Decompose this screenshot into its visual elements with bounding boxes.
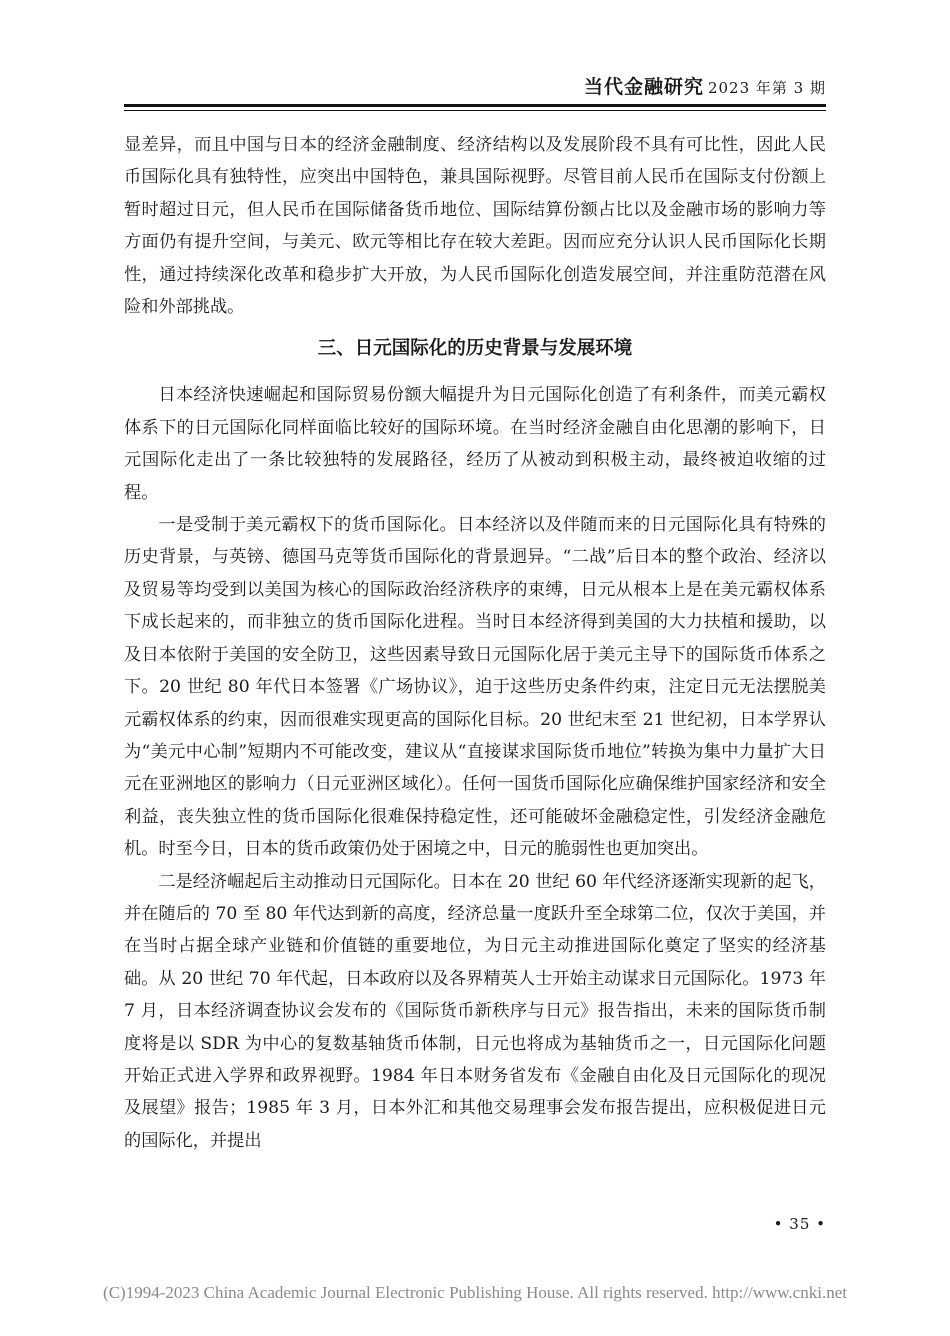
copyright-footer: (C)1994-2023 China Academic Journal Electronic Publishing House. All rights reserved. http://www.cnki.net <box>103 1283 847 1302</box>
journal-title: 当代金融研究 <box>583 76 704 98</box>
header-rule-thin <box>124 110 826 111</box>
paragraph: 一是受制于美元霸权下的货币国际化。日本经济以及伴随而来的日元国际化具有特殊的历史背景，与英镑、德国马克等货币国际化的背景迥异。“二战”后日本的整个政治、经济以及贸易等均受到以美国为核心的国际政治经济秩序的束缚，日元从根本上是在美元霸权体系下成长起来的，而非独立的货币国际化进程。当时日本经济得到美国的大力扶植和援助，以及日本依附于美国的安全防卫，这些因素导致日元国际化居于美元主导下的国际货币体系之下。20 世纪 80 年代日本签署《广场协议》，迫于这些历史条件约束，注定日元无法摆脱美元霸权体系的约束，因而很难实现更高的国际化目标。20 世纪末至 21 世纪初，日本学界认为“美元中心制”短期内不可能改变，建议从“直接谋求国际货币地位”转换为集中力量扩大日元在亚洲地区的影响力（日元亚洲区域化）。任何一国货币国际化应确保维护国家经济和安全利益，丧失独立性的货币国际化很难保持稳定性，还可能破坏金融稳定性，引发经济金融危机。时至今日，日本的货币政策仍处于困境之中，日元的脆弱性也更加突出。 <box>124 515 826 860</box>
article-body <box>124 129 826 1157</box>
section-heading: 三、日元国际化的历史背景与发展环境 <box>317 338 633 360</box>
running-header <box>124 72 826 99</box>
page-number: • 35 • <box>773 1215 826 1233</box>
header-rule-thick <box>124 104 826 107</box>
paragraph: 日本经济快速崛起和国际贸易份额大幅提升为日元国际化创造了有利条件，而美元霸权体系下的日元国际化同样面临比较好的国际环境。在当时经济金融自由化思潮的影响下，日元国际化走出了一条比较独特的发展路径，经历了从被动到积极主动，最终被迫收缩的过程。 <box>124 385 826 503</box>
issue-label: 2023 年第 3 期 <box>707 79 826 97</box>
paragraph-continued: 显差异，而且中国与日本的经济金融制度、经济结构以及发展阶段不具有可比性，因此人民币国际化具有独特性，应突出中国特色，兼具国际视野。尽管目前人民币在国际支付份额上暂时超过日元，但人民币在国际储备货币地位、国际结算份额占比以及金融市场的影响力等方面仍有提升空间，与美元、欧元等相比存在较大差距。因而应充分认识人民币国际化长期性，通过持续深化改革和稳步扩大开放，为人民币国际化创造发展空间，并注重防范潜在风险和外部挑战。 <box>124 135 826 318</box>
paragraph: 二是经济崛起后主动推动日元国际化。日本在 20 世纪 60 年代经济逐渐实现新的起飞，并在随后的 70 至 80 年代达到新的高度，经济总量一度跃升至全球第二位，仅次于美国，并在当时占据全球产业链和价值链的重要地位，为日元主动推进国际化奠定了坚实的经济基础。从 20 世纪 70 年代起，日本政府以及各界精英人士开始主动谋求日元国际化。1973 年 7 月，日本经济调查协议会发布的《国际货币新秩序与日元》报告指出，未来的国际货币制度将是以 SDR 为中心的复数基轴货币体制，日元也将成为基轴货币之一，日元国际化问题开始正式进入学界和政界视野。1984 年日本财务省发布《金融自由化及日元国际化的现况及展望》报告；1985 年 3 月，日本外汇和其他交易理事会发布报告提出，应积极促进日元的国际化，并提出 <box>124 871 826 1151</box>
